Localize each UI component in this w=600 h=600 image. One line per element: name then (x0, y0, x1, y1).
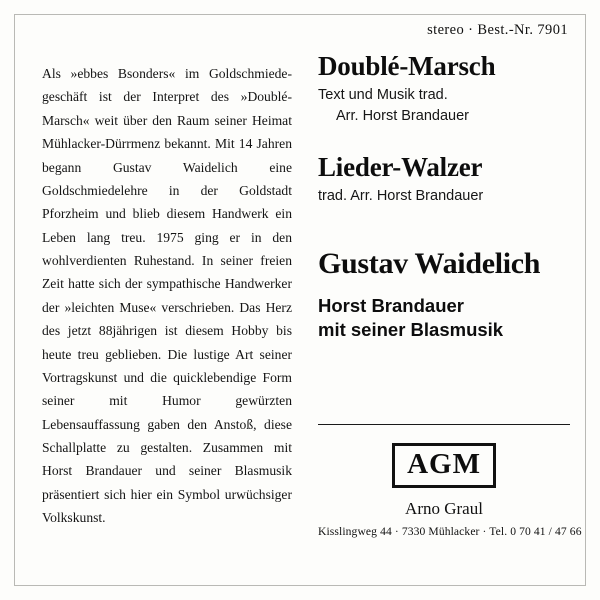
track-listing (318, 52, 570, 342)
spacer-tracks (318, 127, 570, 153)
artist-name: Gustav Waidelich (318, 247, 541, 281)
track-title-2: Lieder-Walzer (318, 152, 483, 183)
catalog-number: stereo · Best.-Nr. 7901 (427, 22, 568, 38)
liner-notes-text: Als »ebbes Bsonders« im Goldschmiedegeschäft ist der Interpret des »Doublé-Marsch« weit über den Raum seiner Heimat Mühlacker-Dürrmenz bekannt. Mit 14 Jahren begann Gustav Waidelich eine Goldschmiedelehre in der Goldstadt Pforzheim und blieb diesem Handwerk ein Leben lang treu. 1975 ging er in den wohlverdienten Ruhestand. In seiner freien Zeit hatte sich der sympathische Handwerker der »leichten Muse« verschrieben. Das Herz des jetzt 88jährigen ist diesem Hobby bis heute treu geblieben. Die lustige Art seiner Vortragskunst und die quicklebendige Form seiner mit Humor gewürzten Lebensauffassung gaben den Anstoß, diese Schallplatte zu gestalten. Zusammen mit Horst Brandauer und seiner Blasmusik präsentiert sich hier ein Symbol urwüchsiger Volkskunst. (42, 66, 292, 526)
record-label-block (318, 424, 582, 538)
label-address: Kisslingweg 44 · 7330 Mühlacker · Tel. 0 70 41 / 47 66 (318, 525, 582, 538)
label-name: Arno Graul (405, 499, 483, 518)
track-credit-2a: trad. Arr. Horst Brandauer (318, 188, 484, 205)
band-line-1: Horst Brandauer (318, 295, 464, 317)
track-credit-1a: Text und Musik trad. (318, 87, 448, 104)
band-line-2: mit seiner Blasmusik (318, 319, 504, 341)
spacer-artist-2 (318, 233, 570, 247)
track-credit-1b: Arr. Horst Brandauer (336, 108, 469, 125)
spacer-artist (318, 207, 570, 233)
spacer-band (318, 280, 570, 294)
agm-logo: AGM (392, 443, 496, 488)
track-title-1: Doublé-Marsch (318, 51, 496, 81)
divider-rule (318, 424, 570, 425)
liner-notes (42, 62, 292, 530)
